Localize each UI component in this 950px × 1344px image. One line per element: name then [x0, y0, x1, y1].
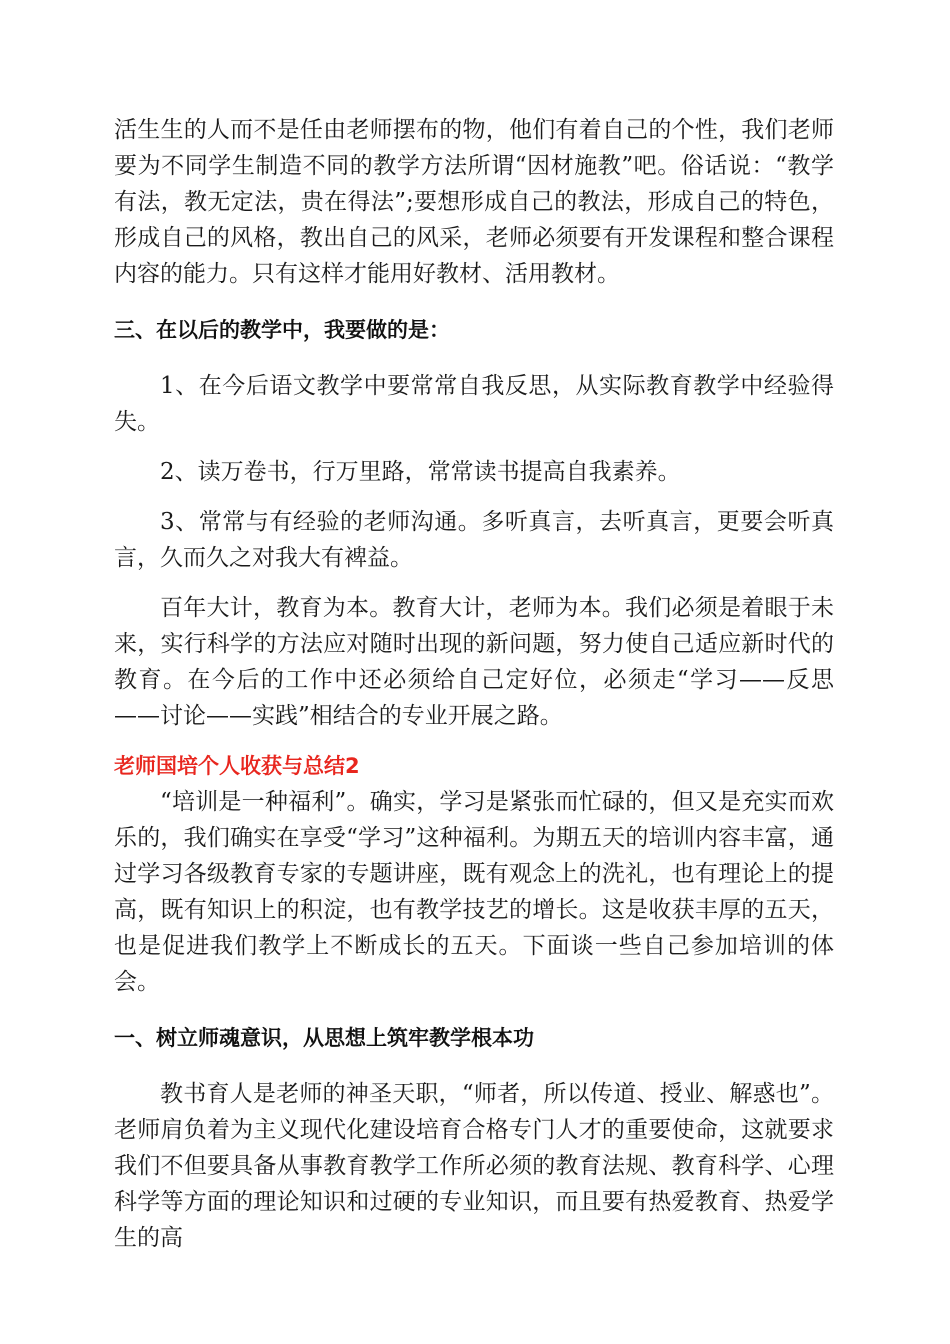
- section-heading-one: 一、树立师魂意识，从思想上筑牢教学根本功: [114, 1026, 534, 1050]
- body-paragraph: 教书育人是老师的神圣天职，“师者，所以传道、授业、解惑也”。老师肩负着为主义现代化建设培育合格专门人才的重要使命，这就要求我们不但要具备从事教育教学工作所必须的教育法规、教育科学、心理科学等方面的理论知识和过硬的专业知识，而且要有热爱教育、热爱学生的高: [114, 1081, 834, 1251]
- paragraph-continued: 活生生的人而不是任由老师摆布的物，他们有着自己的个性，我们老师要为不同学生制造不同的教学方法所谓“因材施教”吧。俗话说：“教学有法，教无定法，贵在得法”;要想形成自己的教法，形成自己的特色，形成自己的风格，教出自己的风采，老师必须要有开发课程和整合课程内容的能力。只有这样才能用好教材、活用教材。: [114, 117, 834, 287]
- list-item-1: 1、在今后语文教学中要常常自我反思，从实际教育教学中经验得失。: [114, 373, 834, 435]
- list-item-2: 2、读万卷书，行万里路，常常读书提高自我素养。: [160, 459, 681, 485]
- intro-paragraph: “培训是一种福利”。确实，学习是紧张而忙碌的，但又是充实而欢乐的，我们确实在享受“学习”这种福利。为期五天的培训内容丰富，通过学习各级教育专家的专题讲座，既有观念上的洗礼，也有理论上的提高，既有知识上的积淀，也有教学技艺的增长。这是收获丰厚的五天，也是促进我们教学上不断成长的五天。下面谈一些自己参加培训的体会。: [114, 789, 834, 995]
- article-title-2: 老师国培个人收获与总结2: [114, 754, 360, 778]
- list-item-3: 3、常常与有经验的老师沟通。多听真言，去听真言，更要会听真言，久而久之对我大有裨益。: [114, 509, 834, 571]
- conclusion-paragraph: 百年大计，教育为本。教育大计，老师为本。我们必须是着眼于未来，实行科学的方法应对随时出现的新问题，努力使自己适应新时代的教育。在今后的工作中还必须给自己定好位，必须走“学习——反思——讨论——实践”相结合的专业开展之路。: [114, 595, 834, 729]
- section-heading-three: 三、在以后的教学中，我要做的是：: [114, 318, 450, 342]
- document-body: [114, 112, 834, 1256]
